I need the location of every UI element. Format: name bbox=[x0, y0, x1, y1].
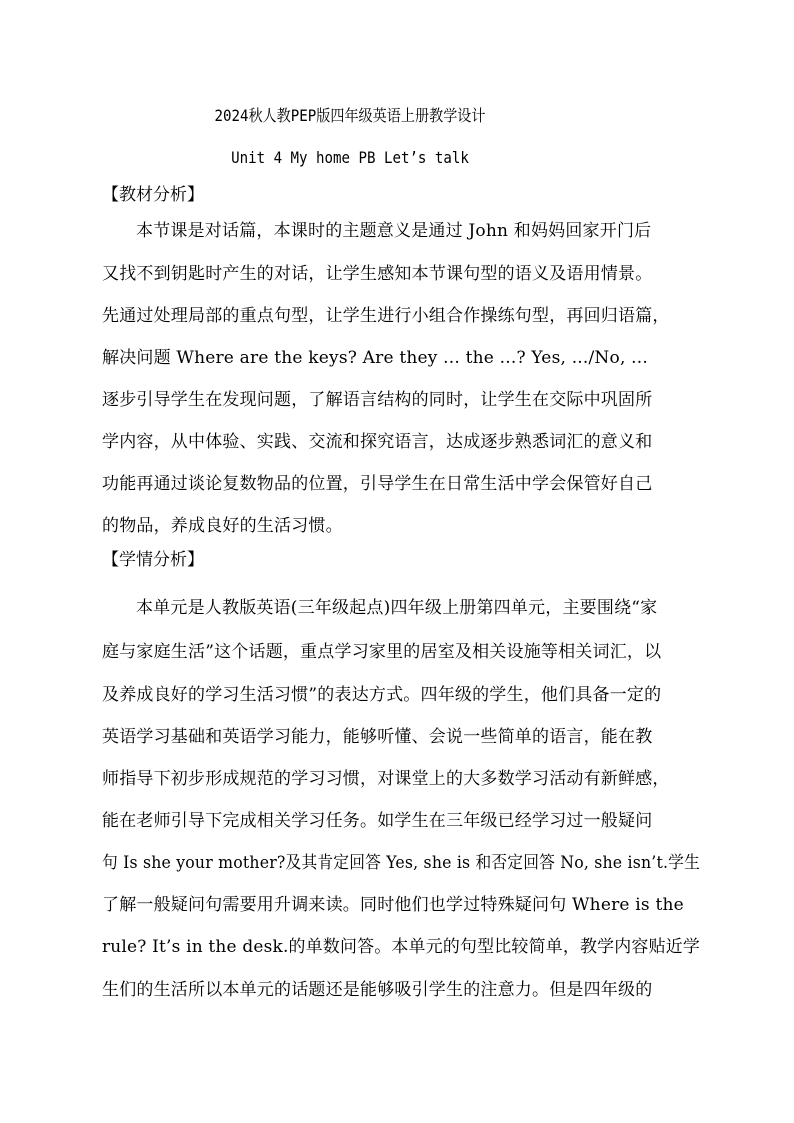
paragraph-line: 句 Is she your mother?及其肯定回答 Yes, she is 和否定回答 No, she isn’t.学生 bbox=[102, 853, 700, 873]
section-heading-textbook-analysis: 【教材分析】 bbox=[102, 185, 204, 205]
paragraph-line: rule? It’s in the desk.的单数问答。本单元的句型比较简单，教学内容贴近学 bbox=[102, 937, 701, 957]
paragraph-line: 了解一般疑问句需要用升调来读。同时他们也学过特殊疑问句 Where is the bbox=[102, 895, 684, 915]
paragraph-line: 先通过处理局部的重点句型，让学生进行小组合作操练句型，再回归语篇， bbox=[102, 306, 670, 326]
paragraph-line: 解决问题 Where are the keys? Are they ... the ...? Yes, .../No, ... bbox=[102, 348, 648, 368]
section-heading-student-analysis: 【学情分析】 bbox=[102, 550, 204, 570]
paragraph-line: 生们的生活所以本单元的话题还是能够吸引学生的注意力。但是四年级的 bbox=[102, 980, 653, 1000]
paragraph-line: 逐步引导学生在发现问题，了解语言结构的同时，让学生在交际中巩固所 bbox=[102, 390, 653, 410]
paragraph-line: 能在老师引导下完成相关学习任务。如学生在三年级已经学习过一般疑问 bbox=[102, 811, 653, 831]
document-title: 2024秋人教PEP版四年级英语上册教学设计 bbox=[214, 106, 486, 125]
paragraph-line: 的物品，养成良好的生活习惯。 bbox=[102, 516, 343, 536]
paragraph-line: 英语学习基础和英语学习能力，能够听懂、会说一些简单的语言，能在教 bbox=[102, 727, 653, 747]
document-subtitle: Unit 4 My home PB Let’s talk bbox=[231, 148, 469, 167]
paragraph-line: 本单元是人教版英语(三年级起点)四年级上册第四单元，主要围绕“家 bbox=[136, 598, 658, 618]
paragraph-line: 功能再通过谈论复数物品的位置，引导学生在日常生活中学会保管好自己 bbox=[102, 474, 653, 494]
paragraph-line: 学内容，从中体验、实践、交流和探究语言，达成逐步熟悉词汇的意义和 bbox=[102, 432, 653, 452]
paragraph-line: 及养成良好的学习生活习惯”的表达方式。四年级的学生，他们具备一定的 bbox=[102, 685, 662, 705]
paragraph-line: 师指导下初步形成规范的学习习惯，对课堂上的大多数学习活动有新鲜感， bbox=[102, 769, 670, 789]
paragraph-line: 庭与家庭生活”这个话题，重点学习家里的居室及相关设施等相关词汇，以 bbox=[102, 642, 662, 662]
paragraph-line: 本节课是对话篇，本课时的主题意义是通过 John 和妈妈回家开门后 bbox=[136, 221, 652, 241]
paragraph-line: 又找不到钥匙时产生的对话，让学生感知本节课句型的语义及语用情景。 bbox=[102, 264, 653, 284]
